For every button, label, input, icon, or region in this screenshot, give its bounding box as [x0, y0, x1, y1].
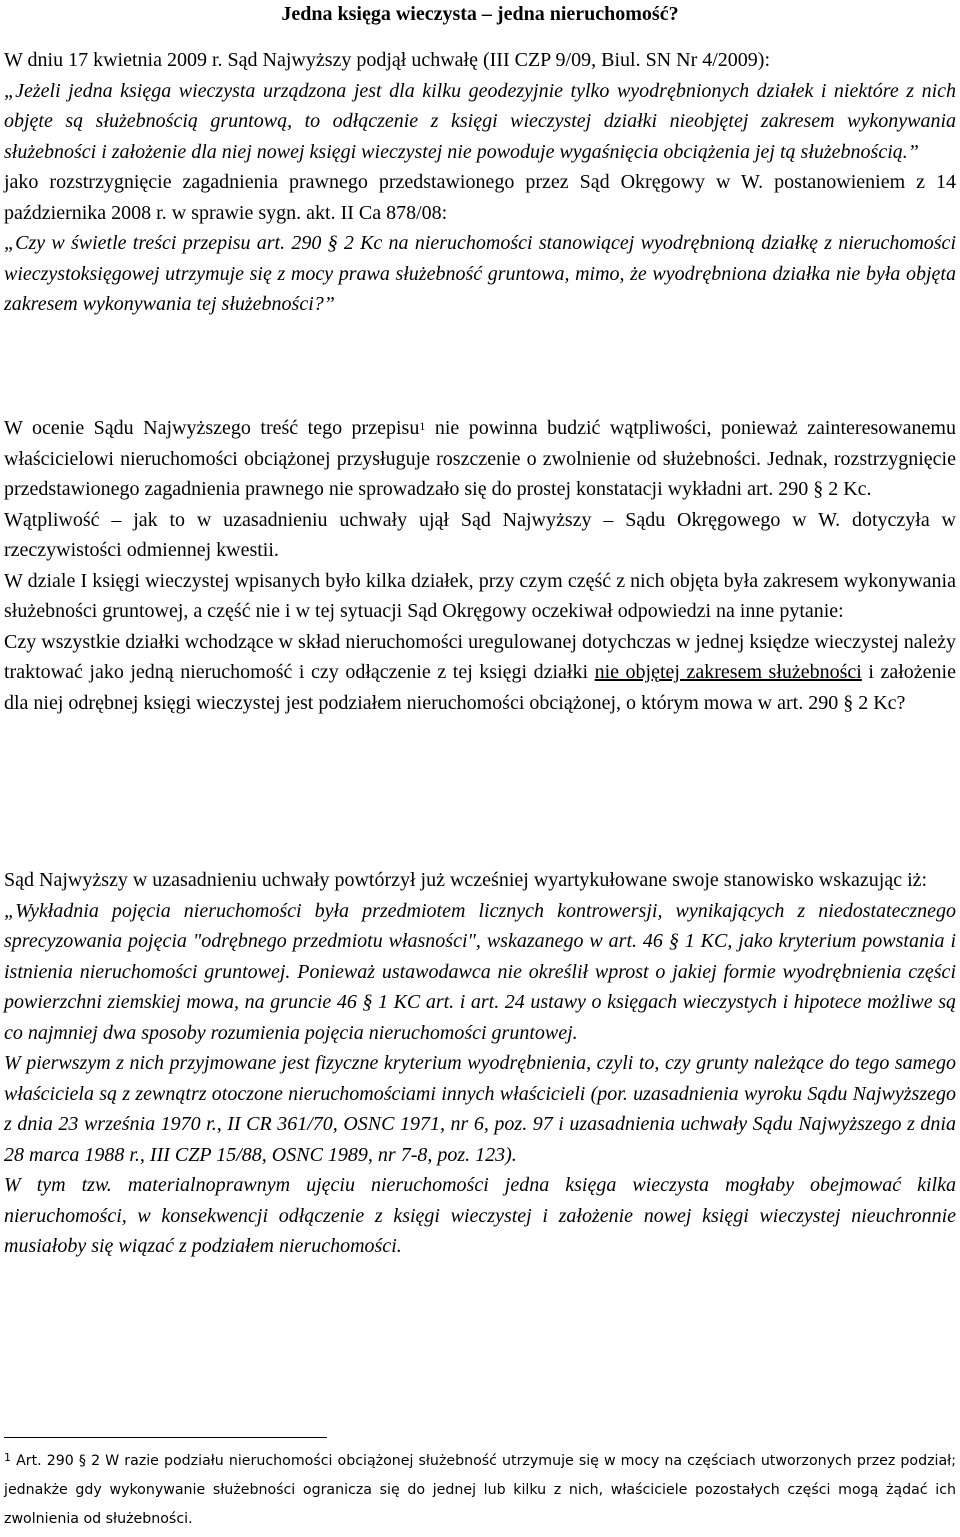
- question-paragraph: [4, 627, 956, 719]
- footnote-mark: 1: [4, 1451, 11, 1464]
- interpretation-quote: „Wykładnia pojęcia nieruchomości była przedmiotem licznych kontrowersji, wynikających z niedostatecznego sprecyzowania pojęcia "odrębnego przedmiotu własności", wskazanego w art. 46 § 1 KC, jako kryterium powstania i istnienia nieruchomości gruntowej. Ponieważ ustawodawca nie określił wprost o jakiej formie wyodrębnienia części powierzchni ziemskiej mowa, na gruncie 46 § 1 KC art. i art. 24 ustawy o księgach wieczystych i hipotece możliwe są co najmniej dwa sposoby rozumienia pojęcia nieruchomości gruntowej.: [4, 899, 956, 1044]
- intro-line: W dniu 17 kwietnia 2009 r. Sąd Najwyższy podjął uchwałę (III CZP 9/09, Biul. SN Nr 4/2009):: [4, 49, 771, 71]
- supreme-court-position-block: [4, 865, 956, 1262]
- question-text-end: i założenie dla niej odrębnej księgi wieczystej jest podziałem nieruchomości obciążonej, o którym mowa w art. 290 § 2 Kc?: [4, 661, 956, 714]
- referral-text: jako rozstrzygnięcie zagadnienia prawnego przedstawionego przez Sąd Okręgowy w W. postanowieniem z 14 października 2008 r. w sprawie sygn. akt. II Ca 878/08:: [4, 171, 956, 224]
- legal-question-quote: „Czy w świetle treści przepisu art. 290 § 2 Kc na nieruchomości stanowiącej wyodrębnioną działkę z nieruchomości wieczystoksięgowej utrzymuje się z mocy prawa służebność gruntowa, mimo, że wyodrębniona działka nie była objęta zakresem wykonywania tej służebności?”: [4, 232, 956, 315]
- question-text-start: Czy wszystkie działki wchodzące w skład nieruchomości uregulowanej dotychczas w jednej księdze wieczystej należy traktować jako jedną nieruchomość i czy odłączenie z tej księgi działki: [4, 630, 956, 683]
- intro-block: [4, 45, 956, 320]
- material-approach-quote: W tym tzw. materialnoprawnym ujęciu nieruchomości jedna księga wieczysta mogłaby obejmować kilka nieruchomości, w konsekwencji odłączenie z księgi wieczystej i założenie nowej księgi wieczystej nieuchronnie musiałoby się wiązać z podziałem nieruchomości.: [4, 1174, 956, 1257]
- assessment-text-end: nie powinna budzić wątpliwości, ponieważ zainteresowanemu właścicielowi nieruchomości obciążonej przysługuje roszczenie o zwolnienie od służebności. Jednak, rozstrzygnięcie przedstawionego zagadnienia prawnego nie sprowadzało się do prostej konstatacji wykładni art. 290 § 2 Kc.: [4, 417, 956, 500]
- doubt-paragraph: Wątpliwość – jak to w uzasadnieniu uchwały ujął Sąd Najwyższy – Sądu Okręgowego w W. dotyczyła w rzeczywistości odmiennej kwestii.: [4, 508, 956, 561]
- document-title: Jedna księga wieczysta – jedna nieruchomość?: [281, 3, 679, 25]
- assessment-paragraph: [4, 413, 956, 505]
- land-register-paragraph: W dziale I księgi wieczystej wpisanych było kilka działek, przy czym część z nich objęta była zakresem wykonywania służebności gruntowej, a część nie i w tej sytuacji Sąd Okręgowy oczekiwał odpowiedzi na inne pytanie:: [4, 569, 956, 622]
- underlined-phrase: nie objętej zakresem służebności: [594, 661, 862, 683]
- court-assessment-block: [4, 413, 956, 718]
- footnote-reference[interactable]: 1: [419, 419, 426, 433]
- footnote-text: Art. 290 § 2 W razie podziału nieruchomości obciążonej służebność utrzymuje się w mocy na częściach utworzonych przez podział; jednakże gdy wykonywanie służebności ogranicza się do jednej lub kilku z nich, właściciele pozostałych części mogą żądać ich zwolnienia od służebności.: [4, 1453, 956, 1527]
- position-intro: Sąd Najwyższy w uzasadnieniu uchwały powtórzył już wcześniej wyartykułowane swoje stanowisko wskazując iż:: [4, 869, 928, 891]
- footnote: [4, 1447, 956, 1534]
- physical-criterion-quote: W pierwszym z nich przyjmowane jest fizyczne kryterium wyodrębnienia, czyli to, czy grunty należące do tego samego właściciela są z zewnątrz otoczone nieruchomościami innych właścicieli (por. uzasadnienia wyroku Sądu Najwyższego z dnia 23 września 1970 r., II CR 361/70, OSNC 1971, nr 6, poz. 97 i uzasadnienia uchwały Sądu Najwyższego z dnia 28 marca 1988 r., III CZP 15/88, OSNC 1989, nr 7-8, poz. 123).: [4, 1052, 956, 1166]
- footnote-divider: [4, 1437, 327, 1438]
- resolution-quote: „Jeżeli jedna księga wieczysta urządzona jest dla kilku geodezyjnie tylko wyodrębnionych działek i niektóre z nich objęte są służebnością gruntową, to odłączenie z księgi wieczystej działki nieobjętej zakresem wykonywania służebności i założenie dla niej nowej księgi wieczystej nie powoduje wygaśnięcia obciążenia jej tą służebnością.”: [4, 79, 956, 163]
- assessment-text-start: W ocenie Sądu Najwyższego treść tego przepisu: [4, 417, 420, 439]
